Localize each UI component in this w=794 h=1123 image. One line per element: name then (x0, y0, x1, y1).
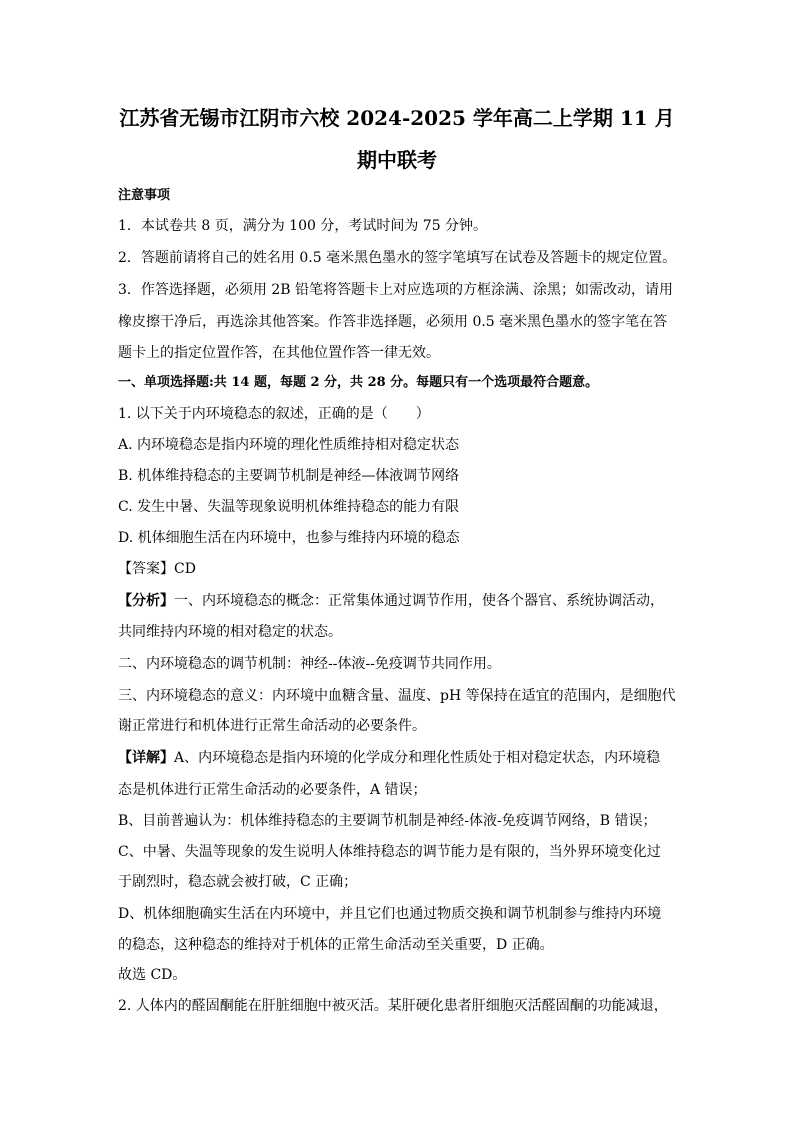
section-heading: 一、单项选择题:共 14 题，每题 2 分，共 28 分。每题只有一个选项最符合题意。 (118, 375, 599, 390)
notice-item-3-cont-2: 题卡上的指定位置作答，在其他位置作答一律无效。 (118, 345, 440, 361)
detail-tag: 【详解】 (118, 750, 174, 766)
q1-answer (118, 559, 678, 579)
q1-analysis-line-3: 二、内环境稳态的调节机制：神经--体液--免疫调节共同作用。 (118, 656, 501, 672)
q1-analysis-line-5: 谢正常进行和机体进行正常生命活动的必要条件。 (118, 718, 426, 734)
q1-option-d: D. 机体细胞生活在内环境中，也参与维持内环境的稳态 (118, 530, 460, 546)
q1-detail-line-3: B、目前普遍认为：机体维持稳态的主要调节机制是神经-体液-免疫调节网络，B 错误； (118, 813, 657, 829)
q1-detail-line-1 (118, 748, 678, 768)
document-title-line-2: 期中联考 (357, 148, 437, 172)
q1-option-c: C. 发生中暑、失温等现象说明机体维持稳态的能力有限 (118, 499, 460, 515)
q1-detail-line-7: 的稳态，这种稳态的维持对于机体的正常生命活动至关重要，D 正确。 (118, 937, 554, 953)
answer-value: CD (174, 561, 196, 577)
answer-tag: 【答案】 (118, 561, 174, 577)
notice-item-1: 1．本试卷共 8 页，满分为 100 分，考试时间为 75 分钟。 (118, 218, 488, 234)
q1-detail-line-4: C、中暑、失温等现象的发生说明人体维持稳态的调节能力是有限的，当外界环境变化过 (118, 844, 661, 860)
q1-option-a: A. 内环境稳态是指内环境的理化性质维持相对稳定状态 (118, 437, 460, 453)
notice-heading: 注意事项 (118, 188, 171, 203)
q1-analysis-line-2: 共同维持内环境的相对稳定的状态。 (118, 624, 342, 640)
q1-option-b: B. 机体维持稳态的主要调节机制是神经—体液调节网络 (118, 468, 460, 484)
notice-item-3: 3．作答选择题，必须用 2B 铅笔将答题卡上对应选项的方框涂满、涂黑；如需改动，请用 (118, 282, 674, 298)
q1-conclusion: 故选 CD。 (118, 967, 187, 983)
q1-detail-line-2: 态是机体进行正常生命活动的必要条件，A 错误； (118, 782, 427, 798)
detail-text: A、内环境稳态是指内环境的化学成分和理化性质处于相对稳定状态，内环境稳 (174, 750, 661, 766)
q1-detail-line-6: D、机体细胞确实生活在内环境中，并且它们也通过物质交换和调节机制参与维持内环境 (118, 906, 662, 922)
notice-item-3-cont-1: 橡皮擦干净后，再选涂其他答案。作答非选择题，必须用 0.5 毫米黑色墨水的签字笔在答 (118, 314, 668, 330)
q1-analysis-line-4: 三、内环境稳态的意义：内环境中血糖含量、温度、pH 等保持在适宜的范围内，是细胞代 (118, 688, 676, 704)
q1-detail-line-5: 于剧烈时，稳态就会被打破，C 正确； (118, 874, 358, 890)
notice-item-2: 2．答题前请将自己的姓名用 0.5 毫米黑色墨水的签字笔填写在试卷及答题卡的规定位置。 (118, 250, 677, 266)
analysis-text: 一、内环境稳态的概念：正常集体通过调节作用，使各个器官、系统协调活动， (174, 593, 664, 609)
q2-stem: 2. 人体内的醛固酮能在肝脏细胞中被灭活。某肝硬化患者肝细胞灭活醛固酮的功能减退， (118, 998, 668, 1014)
document-title-line-1: 江苏省无锡市江阴市六校 2024-2025 学年高二上学期 11 月 (119, 106, 675, 130)
analysis-tag: 【分析】 (118, 593, 174, 609)
q1-analysis-line-1 (118, 591, 678, 611)
q1-stem: 1. 以下关于内环境稳态的叙述，正确的是（ ） (118, 406, 430, 422)
